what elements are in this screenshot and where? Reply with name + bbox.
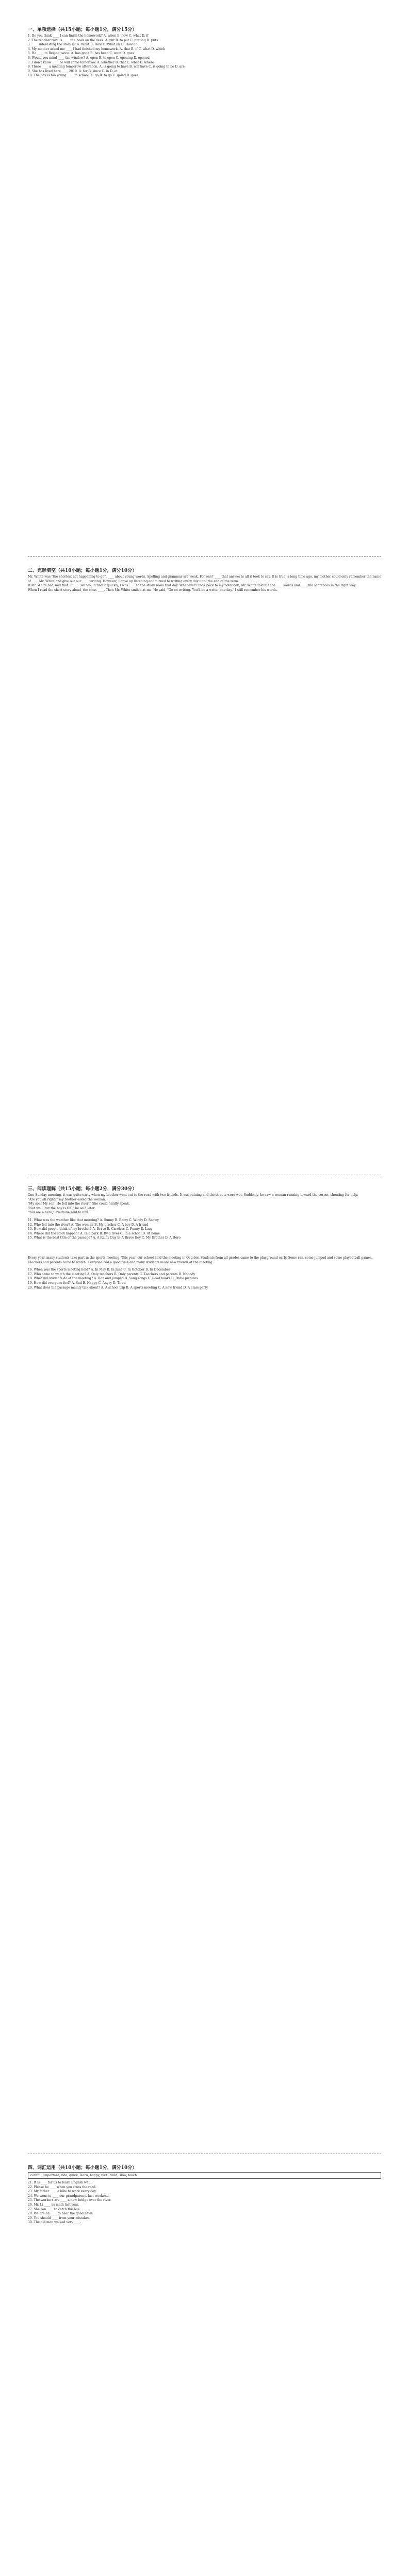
passage-paragraph: "My son! My son! He fell into the river!" She could hardly speak. [28, 1202, 130, 1206]
question-item: 1. Do you think ____ I can finish the homework? A. when B. how C. what D. if [28, 34, 149, 38]
question-item: 4. My mother asked me ____ I had finished my homework. A. that B. if C. what D. which [28, 47, 166, 51]
question-item: 26. Mr. Li ____ us math last year. [28, 2202, 79, 2207]
question-item: 10. The boy is too young ____ to school. A. go B. to go C. going D. goes [28, 74, 139, 78]
question-item: 9. She has lived here ____ 2010. A. for B. since C. in D. at [28, 69, 118, 73]
passage-paragraph: "Not well, but the boy is OK," he said later. [28, 1206, 95, 1210]
question-item: 7. I don't know ____ he will come tomorrow. A. whether B. that C. what D. where [28, 60, 154, 64]
passage-paragraph: Teachers and parents came to watch. Everyone had a good time and many students made new friends at the meeting. [28, 1260, 214, 1264]
question-item: 30. The old man walked very ____. [28, 2221, 81, 2225]
questions-b [28, 1268, 381, 1290]
question-item: 6. Would you mind ____ the window? A. open B. to open C. opening D. opened [28, 56, 150, 60]
question-item: 22. Please be ____ when you cross the road. [28, 2185, 96, 2189]
section-title: 一、单项选择（共15小题；每小题1分，满分15分） [28, 27, 137, 32]
question-item: 2. The teacher told us ____ the book on the desk. A. put B. to put C. putting D. puts [28, 38, 158, 42]
section-reading [28, 1185, 381, 1290]
question-list [28, 2181, 381, 2225]
question-item: 25. The workers are ____ a new bridge over the river. [28, 2198, 111, 2202]
passage-paragraph: Mr. White was "the shortest act happening to go". ____ about young words. Spelling and grammar are weak. For one? ____ that answer is all it took to say. It is true: a long time ago, my mother could only remember the name of ____ Mr. White and give out our ____ writing. However, I gave up listening and turned to writing every day until the end of the term. [28, 575, 381, 583]
question-item: 21. It is ____ for us to learn English well. [28, 2181, 92, 2184]
question-item: 5. He ____ to Beijing twice. A. has gone B. has been C. went D. goes [28, 52, 134, 56]
section-title: 二、完形填空（共10小题；每小题1分，满分10分） [28, 568, 137, 573]
question-item: 29. You should ____ from your mistakes. [28, 2216, 91, 2220]
section-vocabulary [28, 2164, 381, 2225]
question-item: 18. What did students do at the meeting? A. Ran and jumped B. Sang songs C. Read books D. Drew pictures [28, 1277, 198, 1281]
question-list [28, 34, 381, 78]
question-item: 13. How did people think of my brother? A. Brave B. Careless C. Funny D. Lazy [28, 1227, 153, 1231]
passage-paragraph: "You are a hero," everyone said to him. [28, 1211, 89, 1215]
question-item: 15. What is the best title of the passage? A. A Rainy Day B. A Brave Boy C. My Brother D. A Hero [28, 1236, 181, 1240]
passage-a [28, 1193, 381, 1215]
question-item: 8. There ____ a meeting tomorrow afternoon. A. is going to have B. will have C. is going to be D. are [28, 65, 185, 69]
question-item: 3. ____ interesting the story is! A. What B. How C. What an D. How an [28, 43, 138, 47]
passage-paragraph: When I read the short story aloud, the class ____. Then Mr. White smiled at me. He said, "Go on writing. You'll be a writer one day." I still remember his words. [28, 588, 277, 592]
question-item: 17. Who came to watch the meeting? A. Only teachers B. Only parents C. Teachers and parents D. Nobody [28, 1272, 195, 1276]
question-item: 16. When was the sports meeting held? A. In May B. In June C. In October D. In December [28, 1268, 170, 1272]
question-item: 14. Where did the story happen? A. In a park B. By a river C. In a school D. At home [28, 1231, 160, 1235]
question-item: 24. We went to ____ our grandparents last weekend. [28, 2194, 110, 2198]
word-box: careful, important, ride, quick, learn, happy, visit, build, slow, teach [28, 2172, 381, 2179]
question-item: 12. Who fell into the river? A. The woman B. My brother C. A boy D. A friend [28, 1223, 149, 1227]
question-item: 27. She ran ____ to catch the bus. [28, 2207, 80, 2211]
question-item: 19. How did everyone feel? A. Sad B. Happy C. Angry D. Tired [28, 1281, 126, 1285]
question-item: 11. What was the weather like that morning? A. Sunny B. Rainy C. Windy D. Snowy [28, 1218, 159, 1222]
passage [28, 575, 381, 592]
section-multiple-choice [28, 26, 381, 78]
passage-paragraph: One Sunday morning, it was quite early when my brother went out to the road with two friends. It was raining and the streets were wet. Suddenly, he saw a woman running toward the corner, shouting for help. [28, 1193, 358, 1197]
section-title: 四、词汇运用（共10小题；每小题1分，满分10分） [28, 2165, 137, 2171]
divider [28, 556, 381, 557]
question-item: 20. What does the passage mainly talk about? A. A school trip B. A sports meeting C. A new friend D. A class party [28, 1285, 208, 1290]
passage-b [28, 1256, 381, 1265]
passage-paragraph: "Are you all right?" my brother asked the woman. [28, 1197, 106, 1201]
passage-paragraph: If Mr. White had said that. If ____ we would find it quickly, I was ____ to the study room that day. Whenever I took back to my notebook, Mr. White told me the ____ words and ____ the sentences in the right way. [28, 584, 356, 588]
question-item: 23. My father ____ a bike to work every day. [28, 2190, 97, 2194]
section-title: 三、阅读理解（共15小题；每小题2分，满分30分） [28, 1187, 137, 1192]
question-item: 28. We are all ____ to hear the good news. [28, 2212, 94, 2216]
section-cloze [28, 567, 381, 592]
questions-a [28, 1218, 381, 1241]
passage-paragraph: Every year, many students take part in the sports meeting. This year, our school held the meeting in October. Students from all grades came to the playground early. Some ran, some jumped and some played ball games. [28, 1256, 373, 1260]
